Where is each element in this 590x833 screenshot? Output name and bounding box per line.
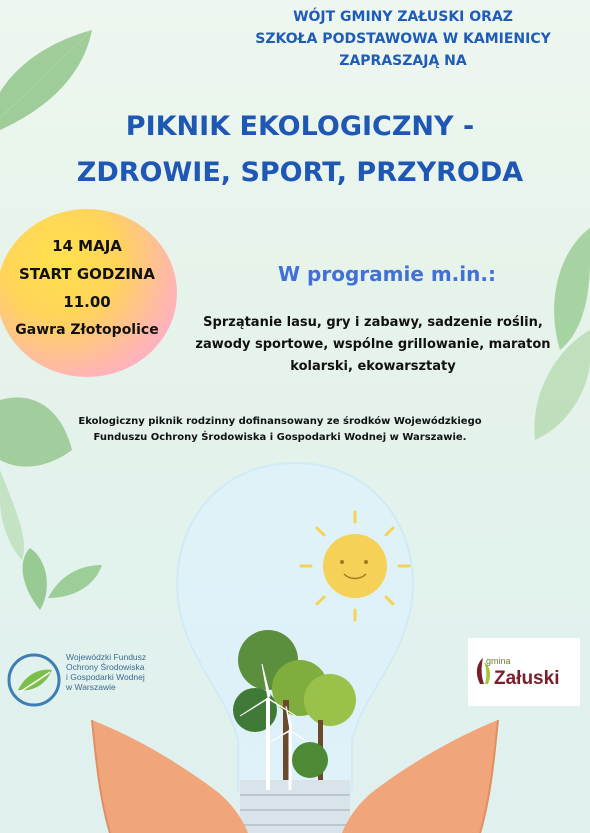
- program-items: [178, 312, 568, 378]
- event-place: Gawra Złotopolice: [15, 322, 159, 338]
- gmina-logo-small: gmina: [486, 656, 511, 666]
- funding-line: Funduszu Ochrony Środowiska i Gospodarki Wodnej w Warszawie.: [93, 432, 467, 443]
- fund-logo-mark-icon: [6, 652, 62, 708]
- hand-icon: [92, 720, 248, 833]
- event-time: 11.00: [63, 293, 111, 311]
- start-label: START GODZINA: [19, 265, 155, 283]
- gmina-logo-name: Załuski: [494, 668, 560, 689]
- event-date: 14 MAJA: [52, 237, 122, 255]
- fund-logo-line: Wojewódzki Fundusz: [66, 652, 147, 662]
- hand-icon: [342, 720, 498, 833]
- organizers-header: [208, 6, 590, 72]
- fund-logo-line: i Gospodarki Wodnej: [66, 672, 145, 682]
- wfosigw-logo: [6, 650, 196, 710]
- funding-note: [40, 414, 520, 446]
- gmina-zaluski-logo: [468, 638, 580, 706]
- fund-logo-line: w Warszawie: [66, 682, 116, 692]
- funding-line: Ekologiczny piknik rodzinny dofinansowany ze środków Wojewódzkiego: [78, 416, 482, 427]
- header-line: ZAPRASZAJĄ NA: [339, 53, 467, 69]
- leaf-icon: [23, 548, 102, 610]
- event-title: [40, 104, 560, 196]
- title-line: ZDROWIE, SPORT, PRZYRODA: [76, 157, 524, 188]
- program-heading: W programie m.in.:: [278, 262, 496, 286]
- program-line: Sprzątanie lasu, gry i zabawy, sadzenie roślin,: [203, 315, 543, 330]
- header-line: SZKOŁA PODSTAWOWA W KAMIENICY: [255, 31, 551, 47]
- program-line: kolarski, ekowarsztaty: [290, 359, 456, 374]
- program-line: zawody sportowe, wspólne grillowanie, maraton: [195, 337, 551, 352]
- header-line: WÓJT GMINY ZAŁUSKI ORAZ: [293, 9, 513, 25]
- fund-logo-text: [66, 652, 196, 692]
- title-line: PIKNIK EKOLOGICZNY -: [125, 111, 475, 142]
- fund-logo-line: Ochrony Środowiska: [66, 662, 145, 672]
- event-info: [0, 232, 174, 344]
